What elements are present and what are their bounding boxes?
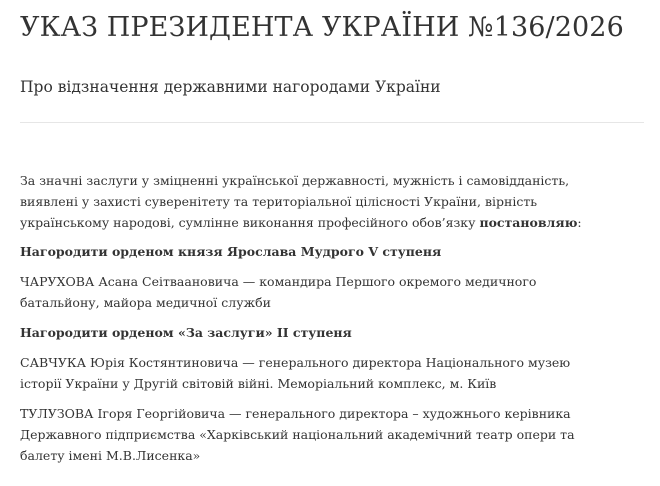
entry-line: батальйону, майора медичної служби — [20, 295, 271, 310]
entry-line: балету імені М.В.Лисенка» — [20, 448, 201, 463]
divider — [20, 122, 644, 123]
award-entry — [20, 352, 632, 394]
intro-decision-word: постановляю — [479, 215, 578, 230]
decree-body — [20, 170, 632, 475]
entry-line: САВЧУКА Юрія Костянтиновича — генерального директора Національного музею — [20, 355, 571, 370]
entry-line: ТУЛУЗОВА Ігоря Георгійовича — генерального директора – художнього керівника — [20, 406, 571, 421]
award-entry — [20, 403, 632, 466]
intro-line: За значні заслуги у зміцненні української державності, мужність і самовідданість, — [20, 173, 570, 188]
award-heading-2: Нагородити орденом «За заслуги» ІІ ступеня — [20, 325, 352, 340]
intro-end: : — [577, 215, 582, 230]
entry-line: Державного підприємства «Харківський національний академічний театр опери та — [20, 427, 575, 442]
award-heading-1: Нагородити орденом князя Ярослава Мудрого V ступеня — [20, 244, 442, 259]
intro-line: виявлені у захисті суверенітету та територіальної цілісності України, вірність — [20, 194, 538, 209]
award-entry — [20, 271, 632, 313]
entry-line: історії України у Другій світовій війні. Меморіальний комплекс, м. Київ — [20, 376, 497, 391]
entry-line: ЧАРУХОВА Асана Сеітваановича — командира Першого окремого медичного — [20, 274, 537, 289]
intro-paragraph — [20, 170, 632, 233]
page-title: УКАЗ ПРЕЗИДЕНТА УКРАЇНИ №136/2026 — [20, 12, 624, 43]
page-subtitle: Про відзначення державними нагородами України — [20, 78, 441, 96]
intro-line: українському народові, сумлінне виконання професійного обов’язку — [20, 215, 480, 230]
